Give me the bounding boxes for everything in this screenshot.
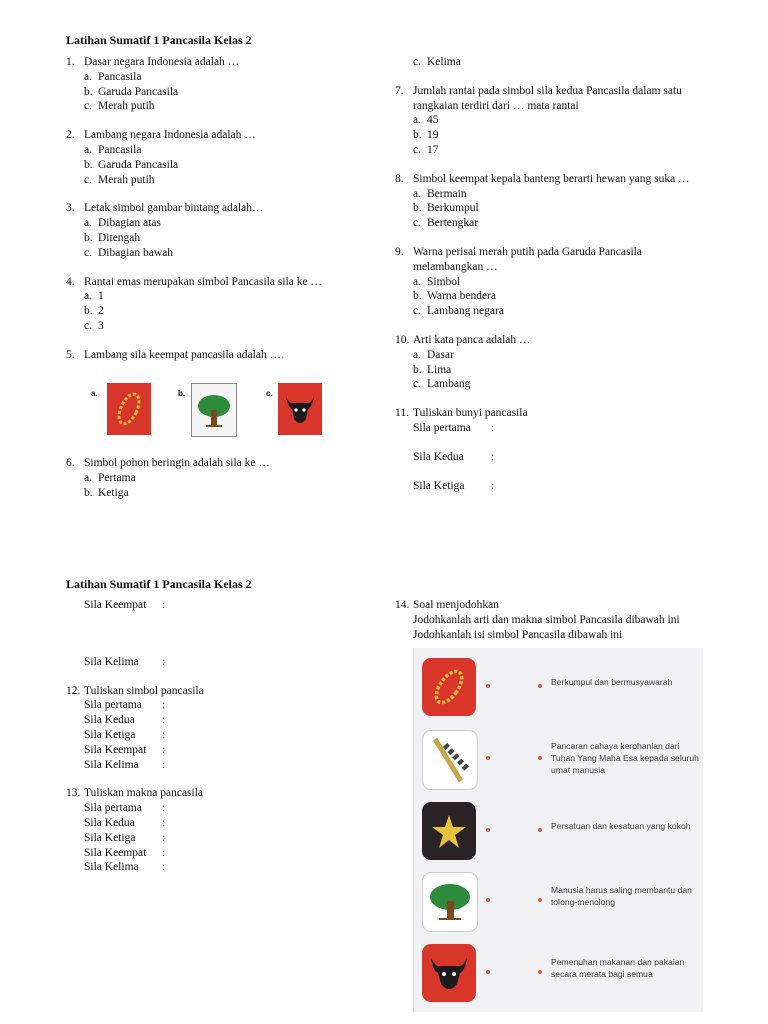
answer-line-sila-kedua[interactable]: Sila Kedua : xyxy=(413,450,495,463)
answer-line[interactable]: Sila Keempat : xyxy=(84,743,166,756)
question-14 xyxy=(395,598,735,642)
option-a[interactable]: a. 45 xyxy=(413,114,439,127)
option-c[interactable]: c. Lambang negara xyxy=(413,305,504,318)
left-dot[interactable] xyxy=(486,898,490,902)
option-c-kelima[interactable]: c. Kelima xyxy=(413,56,461,68)
option-b[interactable]: b. Garuda Pancasila xyxy=(84,158,179,171)
question-2 xyxy=(66,128,386,187)
answer-line-sila-keempat[interactable]: Sila Keempat : xyxy=(84,599,166,611)
matching-row xyxy=(414,730,703,792)
option-a[interactable]: a. Pancasila xyxy=(84,70,142,83)
option-a[interactable]: a. 1 xyxy=(84,290,104,303)
answer-line-sila-pertama[interactable]: Sila pertama : xyxy=(413,421,495,434)
answer-line[interactable]: Sila pertama : xyxy=(84,699,166,712)
rice-cotton-icon[interactable] xyxy=(422,730,478,790)
bull-head-icon xyxy=(278,383,322,435)
banyan-tree-icon xyxy=(192,384,236,436)
question-6 xyxy=(66,456,386,500)
star-icon[interactable] xyxy=(422,802,476,860)
banyan-tree-icon[interactable] xyxy=(422,872,478,932)
answer-line-sila-kelima[interactable]: Sila Kelima : xyxy=(84,655,166,668)
question-number: 2. xyxy=(66,129,75,142)
question-text: Tuliskan makna pancasila xyxy=(84,787,204,800)
option-b[interactable]: b. 2 xyxy=(84,305,104,318)
option-c[interactable]: c. 17 xyxy=(413,143,439,156)
question-number: 10. xyxy=(395,333,410,346)
question-number: 12. xyxy=(66,684,81,697)
instruction-line: Jodohkanlah isi simbol Pancasila dibawah ini xyxy=(413,628,623,641)
question-text-cont: melambangkan … xyxy=(413,260,498,273)
question-number: 9. xyxy=(395,245,404,258)
left-dot[interactable] xyxy=(486,828,490,832)
instruction-line: Jodohkanlah arti dan makna simbol Pancasila dibawah ini xyxy=(413,613,680,626)
answer-line[interactable]: Sila Kedua : xyxy=(84,714,166,727)
option-a[interactable]: a. Bermain xyxy=(413,187,467,200)
option-a[interactable]: a. Simbol xyxy=(413,275,461,288)
question-7 xyxy=(395,84,735,158)
question-text: Rantai emas merupakan simbol Pancasila sila ke … xyxy=(84,275,322,288)
meaning-text: Pancaran cahaya kerohanian dari Tuhan Yang Maha Esa kepada seluruh umat manusia xyxy=(551,741,699,775)
option-a[interactable]: a. Dasar xyxy=(413,348,454,361)
question-text: Lambang sila keempat pancasila adalah …. xyxy=(84,348,284,361)
option-b[interactable]: b. Garuda Pancasila xyxy=(84,85,179,98)
question-text: Tuliskan bunyi pancasila xyxy=(413,407,528,420)
answer-line[interactable]: Sila Kelima : xyxy=(84,758,166,771)
picture-label-b: b. xyxy=(178,389,186,398)
question-11 xyxy=(395,406,735,493)
question-text: Lambang negara Indonesia adalah … xyxy=(84,129,256,142)
question-number: 13. xyxy=(66,787,81,800)
answer-line-sila-ketiga[interactable]: Sila Ketiga : xyxy=(413,479,495,492)
chain-icon[interactable] xyxy=(422,658,476,716)
question-number: 4. xyxy=(66,275,75,288)
page-title: Latihan Sumatif 1 Pancasila Kelas 2 xyxy=(66,33,252,47)
picture-label-a: a. xyxy=(91,389,98,398)
answer-line[interactable]: Sila pertama : xyxy=(84,802,166,815)
left-dot[interactable] xyxy=(486,756,490,760)
question-number: 1. xyxy=(66,56,75,68)
question-text: Soal menjodohkan xyxy=(413,599,499,611)
question-number: 11. xyxy=(395,407,409,420)
question-number: 6. xyxy=(66,457,75,469)
question-text: Simbol keempat kepala banteng berarti hewan yang suka … xyxy=(413,172,690,185)
matching-row xyxy=(414,872,703,934)
question-number: 3. xyxy=(66,202,75,215)
option-c[interactable]: c. Merah putih xyxy=(84,100,155,113)
question-1 xyxy=(66,55,386,114)
answer-line[interactable]: Sila Kedua : xyxy=(84,816,166,829)
question-9 xyxy=(395,245,735,319)
question-number: 14. xyxy=(395,599,410,611)
left-dot[interactable] xyxy=(486,970,490,974)
question-number: 7. xyxy=(395,84,404,97)
right-dot[interactable] xyxy=(538,828,542,832)
option-a[interactable]: a. Pancasila xyxy=(84,143,142,156)
right-dot[interactable] xyxy=(538,684,542,688)
chain-symbol-image[interactable] xyxy=(107,383,151,435)
option-c[interactable]: c. Lambang xyxy=(413,378,471,391)
question-text-cont: rangkaian terdiri dari … mata rantai xyxy=(413,99,579,112)
question-8 xyxy=(395,172,735,231)
page1-right-column xyxy=(395,55,735,493)
question-text: Simbol pohon beringin adalah sila ke … xyxy=(84,457,270,469)
question-number: 8. xyxy=(395,172,404,185)
page1-left-column xyxy=(66,55,386,363)
question-3 xyxy=(66,201,386,260)
option-a[interactable]: a. Dibagian atas xyxy=(84,217,161,230)
page2-left-column xyxy=(66,598,386,875)
question-13 xyxy=(66,786,386,875)
question-number: 5. xyxy=(66,348,75,361)
left-dot[interactable] xyxy=(486,684,490,688)
question-5 xyxy=(66,348,386,363)
option-c[interactable]: c. Dibagian bawah xyxy=(84,246,174,259)
bull-head-icon[interactable] xyxy=(422,944,476,1002)
question-text: Arti kata panca adalah … xyxy=(413,333,531,346)
question-12 xyxy=(66,684,386,773)
option-b[interactable]: b. Berkumpul xyxy=(413,202,479,215)
answer-line[interactable]: Sila Keempat : xyxy=(84,846,166,859)
matching-row xyxy=(414,658,703,720)
page-title: Latihan Sumatif 1 Pancasila Kelas 2 xyxy=(66,577,252,591)
right-dot[interactable] xyxy=(538,898,542,902)
meaning-text: Berkumpul dan bermusyawarah xyxy=(551,677,673,687)
option-a[interactable]: a. Pertama xyxy=(84,471,136,484)
page2-title xyxy=(66,577,252,593)
question-text: Warna perisai merah putih pada Garuda Pancasila xyxy=(413,245,642,258)
question-text: Dasar negara Indonesia adalah … xyxy=(84,56,240,68)
bull-head-symbol-image[interactable] xyxy=(278,383,322,435)
chain-icon xyxy=(107,383,151,435)
meaning-text: Persatuan dan kesatuan yang kokoh xyxy=(551,821,691,831)
answer-line[interactable]: Sila Kelima : xyxy=(84,861,166,874)
matching-row xyxy=(414,802,703,864)
question-text: Jumlah rantai pada simbol sila kedua Pancasila dalam satu xyxy=(413,84,682,97)
option-b[interactable]: b. Warna bendera xyxy=(413,290,496,303)
answer-line[interactable]: Sila Ketiga : xyxy=(84,728,166,741)
question-10 xyxy=(395,333,735,392)
picture-label-c: c. xyxy=(266,389,273,398)
question-text: Tuliskan simbol pancasila xyxy=(84,684,204,697)
question-text: Letak simbol gambar bintang adalah… xyxy=(84,202,264,215)
option-b[interactable]: b. 19 xyxy=(413,129,439,142)
answer-line[interactable]: Sila Ketiga : xyxy=(84,831,166,844)
question-5-pictures xyxy=(85,383,345,439)
option-b[interactable]: b. Lima xyxy=(413,363,452,376)
banyan-tree-symbol-image[interactable] xyxy=(191,383,237,437)
matching-panel xyxy=(413,648,703,1012)
meaning-text: Manusia harus saling membantu dan tolong-menolong xyxy=(551,885,692,907)
option-b[interactable]: b. Ditengah xyxy=(84,231,141,244)
option-c[interactable]: c. 3 xyxy=(84,319,104,332)
option-b[interactable]: b. Ketiga xyxy=(84,486,129,499)
option-c[interactable]: c. Bertengkar xyxy=(413,217,479,230)
meaning-text: Pemenuhan makanan dan pakaian secara merata bagi semua xyxy=(551,957,685,979)
option-c[interactable]: c. Merah putih xyxy=(84,173,155,186)
right-dot[interactable] xyxy=(538,756,542,760)
matching-row xyxy=(414,944,703,1006)
right-dot[interactable] xyxy=(538,970,542,974)
page1-title xyxy=(66,33,252,49)
question-4 xyxy=(66,275,386,334)
